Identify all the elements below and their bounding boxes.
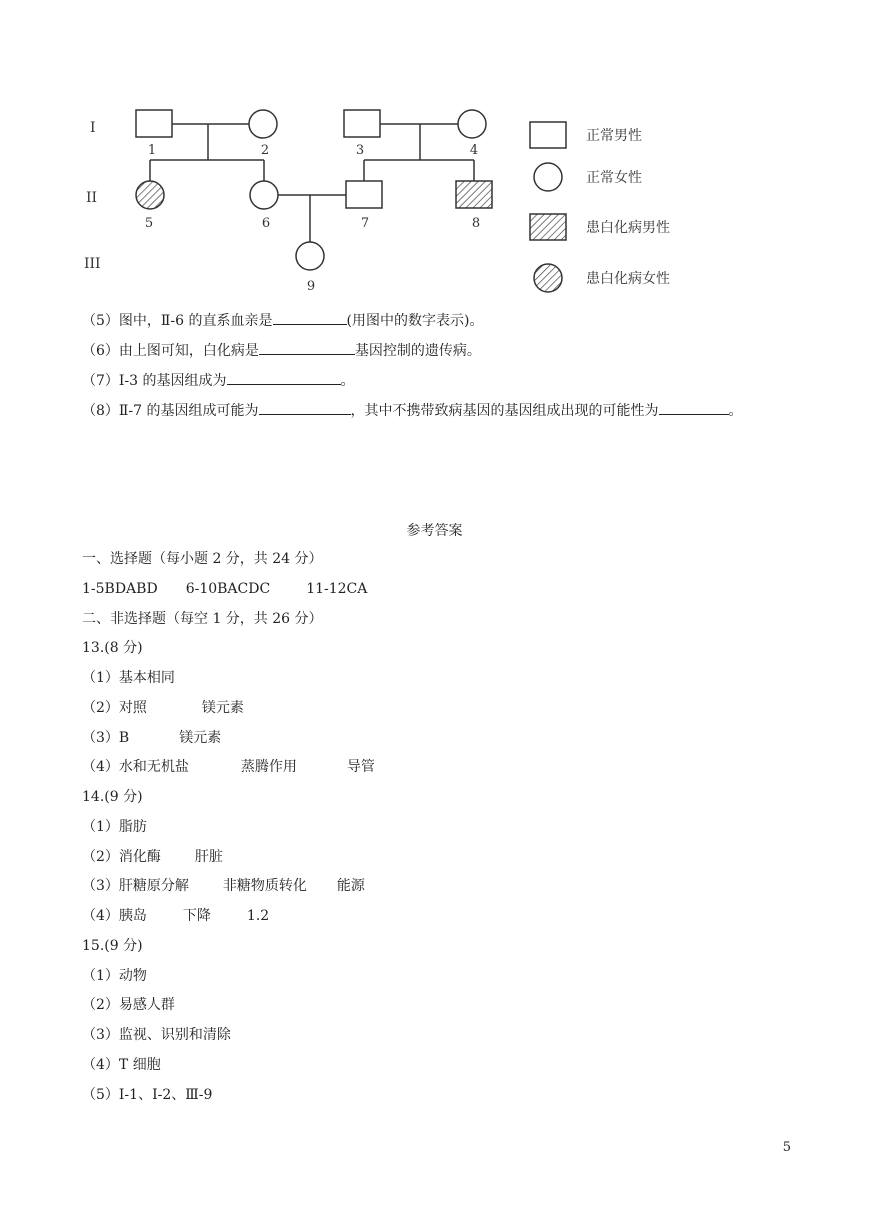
answer-line: （3）B 镁元素 — [82, 730, 222, 746]
answer-line: （4）胰岛 下降 1.2 — [82, 908, 270, 924]
question-5-text: （5）图中，Ⅱ-6 的直系血亲是 — [82, 313, 273, 329]
answer-line: （1）脂肪 — [82, 819, 147, 835]
question-7-suffix: 。 — [340, 373, 355, 389]
generation-label-2: II — [86, 190, 98, 206]
question-8 — [82, 400, 743, 421]
question-5 — [82, 310, 483, 331]
legend-label-normal-male: 正常男性 — [586, 128, 642, 144]
individual-2-female — [249, 110, 277, 138]
individual-1-male — [136, 110, 172, 137]
legend — [530, 122, 566, 292]
question-6 — [82, 340, 481, 361]
individual-label-6: 6 — [261, 216, 271, 231]
individual-label-7: 7 — [360, 216, 370, 231]
legend-label-affected-male: 患白化病男性 — [586, 220, 670, 236]
individual-3-male — [344, 110, 380, 137]
answer-line: （4）水和无机盐 蒸腾作用 导管 — [82, 759, 375, 775]
generation-label-1: I — [90, 120, 96, 136]
legend-affected-female-icon — [534, 264, 562, 292]
answer-line: （1）基本相同 — [82, 670, 175, 686]
individual-label-9: 9 — [306, 279, 316, 294]
individual-6-female — [250, 181, 278, 209]
legend-normal-female-icon — [534, 163, 562, 191]
answer-line: 13.(8 分) — [82, 640, 143, 656]
individual-label-1: 1 — [147, 143, 157, 158]
question-8-suffix: 。 — [728, 403, 743, 419]
generation-label-3: III — [84, 256, 101, 272]
legend-normal-male-icon — [530, 122, 566, 148]
individual-label-4: 4 — [469, 143, 479, 158]
question-6-suffix: 基因控制的遗传病。 — [354, 343, 481, 359]
answer-line: （2）对照 镁元素 — [82, 700, 244, 716]
answer-line: （5）Ⅰ-1、Ⅰ-2、Ⅲ-9 — [82, 1087, 213, 1103]
answer-line: （2）消化酶 肝脏 — [82, 849, 223, 865]
question-6-blank[interactable] — [259, 340, 355, 355]
individual-label-8: 8 — [471, 216, 481, 231]
question-6-text: （6）由上图可知，白化病是 — [82, 343, 259, 359]
individual-4-female — [458, 110, 486, 138]
legend-label-normal-female: 正常女性 — [586, 170, 642, 186]
question-7 — [82, 370, 355, 391]
legend-label-affected-female: 患白化病女性 — [586, 271, 670, 287]
answer-line: （3）监视、识别和清除 — [82, 1027, 231, 1043]
question-5-suffix: (用图中的数字表示)。 — [346, 313, 484, 329]
question-8-blank-2[interactable] — [659, 400, 729, 415]
answer-line: 15.(9 分) — [82, 938, 143, 954]
answer-line: （2）易感人群 — [82, 997, 175, 1013]
answer-line: 14.(9 分) — [82, 789, 143, 805]
answer-line: （3）肝糖原分解 非糖物质转化 能源 — [82, 878, 365, 894]
question-7-text: （7）Ⅰ-3 的基因组成为 — [82, 373, 227, 389]
answers-title: 参考答案 — [406, 523, 463, 539]
individual-label-5: 5 — [144, 216, 154, 231]
individual-9-female — [296, 242, 324, 270]
answer-line: 一、选择题（每小题 2 分，共 24 分） — [82, 551, 323, 567]
answer-line: 1-5BDABD 6-10BACDC 11-12CA — [82, 581, 368, 597]
question-7-blank[interactable] — [227, 370, 341, 385]
individual-8-affected-male — [456, 181, 492, 208]
answer-line: （1）动物 — [82, 968, 147, 984]
legend-affected-male-icon — [530, 214, 566, 240]
answer-line: 二、非选择题（每空 1 分，共 26 分） — [82, 611, 323, 627]
question-8-mid-text: ，其中不携带致病基因的基因组成出现的可能性为 — [350, 403, 659, 419]
question-8-text: （8）Ⅱ-7 的基因组成可能为 — [82, 403, 259, 419]
page-number: 5 — [782, 1140, 791, 1155]
question-8-blank-1[interactable] — [259, 400, 351, 415]
individual-7-male — [346, 181, 382, 208]
answer-line: （4）T 细胞 — [82, 1057, 161, 1073]
individual-5-affected-female — [136, 181, 164, 209]
individual-label-2: 2 — [260, 143, 270, 158]
question-5-blank[interactable] — [273, 310, 347, 325]
individual-label-3: 3 — [355, 143, 365, 158]
pedigree-chart — [60, 90, 720, 300]
